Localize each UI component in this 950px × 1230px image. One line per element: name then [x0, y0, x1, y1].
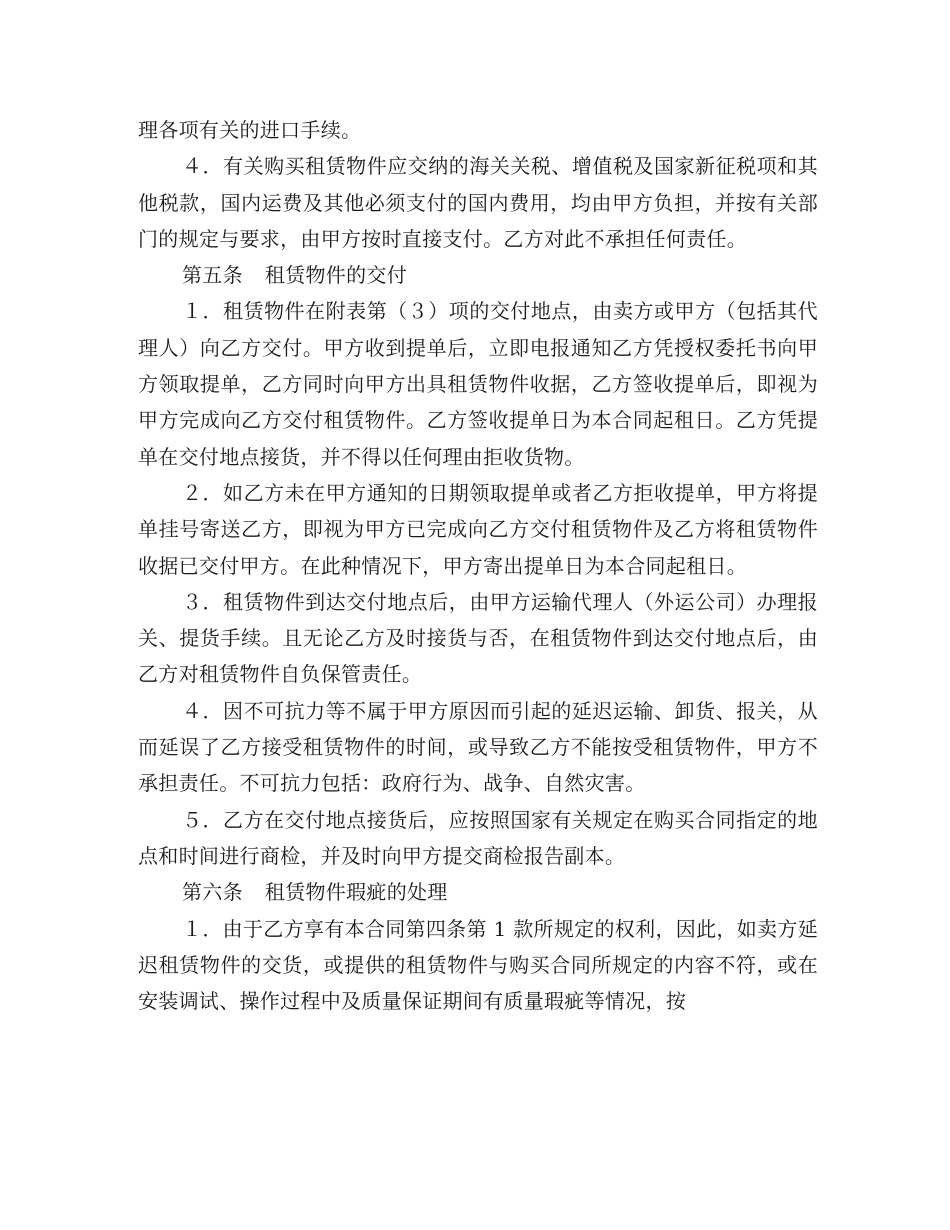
paragraph-clause-5-3: ３．租赁物件到达交付地点后，由甲方运输代理人（外运公司）办理报关、提货手续。且无论乙方及时接货与否，在租赁物件到达交付地点后，由乙方对租赁物件自负保管责任。 [138, 589, 818, 687]
paragraph-clause-6-1: １．由于乙方享有本合同第四条第 1 款所规定的权利，因此，如卖方延迟租赁物件的交货，或提供的租赁物件与购买合同所规定的内容不符，或在安装调试、操作过程中及质量保证期间有质量瑕疵等情况，按 [138, 916, 818, 1014]
document-body [138, 112, 818, 1019]
paragraph-clause-4-4: ４．有关购买租赁物件应交纳的海关关税、增值税及国家新征税项和其他税款，国内运费及其他必须支付的国内费用，均由甲方负担，并按有关部门的规定与要求，由甲方按时直接支付。乙方对此不承担任何责任。 [138, 154, 818, 251]
article-number: 第六条 [182, 880, 243, 905]
article-number: 第五条 [182, 263, 243, 288]
article-title: 租赁物件瑕疵的处理 [264, 880, 448, 905]
paragraph-clause-5-1: １．租赁物件在附表第（３）项的交付地点，由卖方或甲方（包括其代理人）向乙方交付。甲方收到提单后，立即电报通知乙方凭授权委托书向甲方领取提单，乙方同时向甲方出具租赁物件收据，乙方签收提单后，即视为甲方完成向乙方交付租赁物件。乙方签收提单日为本合同起租日。乙方凭提单在交付地点接货，并不得以任何理由拒收货物。 [138, 299, 818, 469]
paragraph-continuation: 理各项有关的进口手续。 [138, 118, 362, 142]
paragraph-clause-5-5: ５．乙方在交付地点接货后，应按照国家有关规定在购买合同指定的地点和时间进行商检，并及时向甲方提交商检报告副本。 [138, 807, 818, 868]
article-6-heading [138, 874, 818, 910]
article-5-heading [138, 257, 818, 293]
paragraph-clause-5-2: ２．如乙方未在甲方通知的日期领取提单或者乙方拒收提单，甲方将提单挂号寄送乙方，即视为甲方已完成向乙方交付租赁物件及乙方将租赁物件收据已交付甲方。在此种情况下，甲方寄出提单日为本合同起租日。 [138, 480, 818, 578]
paragraph-clause-5-4: ４．因不可抗力等不属于甲方原因而引起的延迟运输、卸货、报关，从而延误了乙方接受租赁物件的时间，或导致乙方不能按受租赁物件，甲方不承担责任。不可抗力包括：政府行为、战争、自然灾害。 [138, 698, 818, 796]
article-title: 租赁物件的交付 [264, 263, 408, 288]
